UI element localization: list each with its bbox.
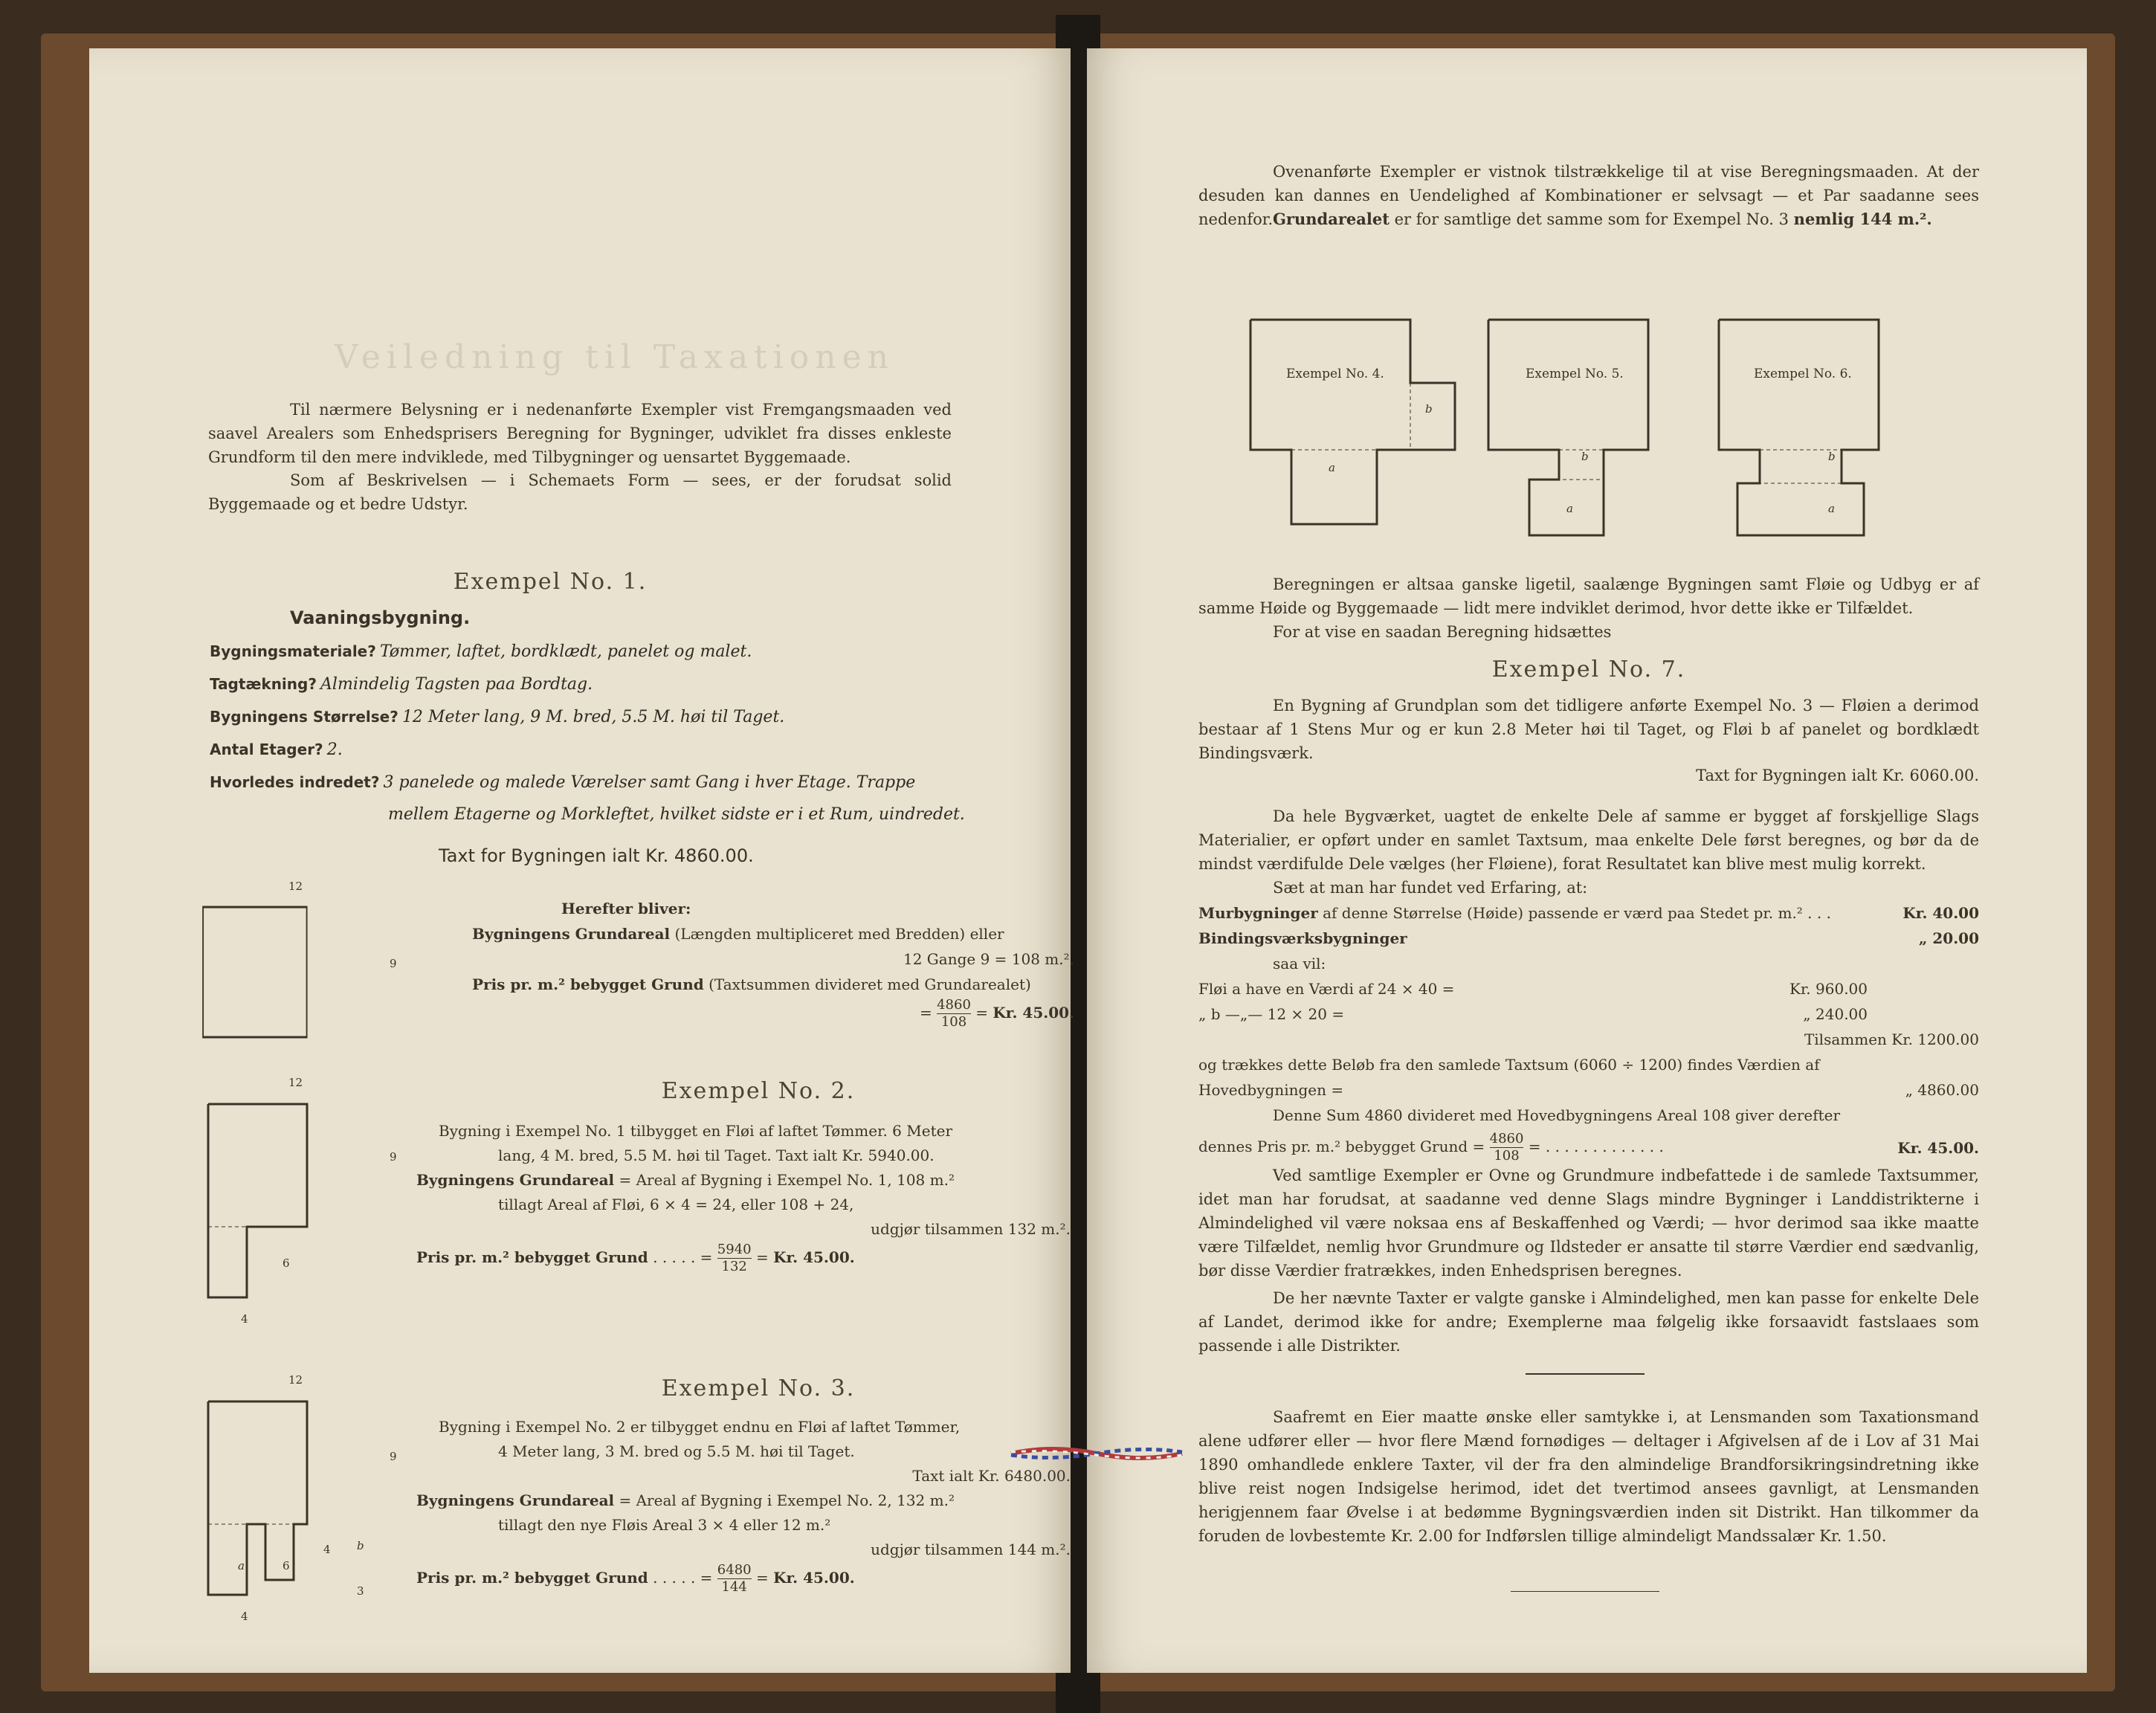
example-3-dim-side: 9 xyxy=(390,1450,397,1463)
example-4-label: Exempel No. 4. xyxy=(1286,367,1384,381)
example-1-schema: Bygningsmateriale? Tømmer, laftet, bordklædt, panelet og malet. Tagtækning? Almindelig Tagsten paa Bordtag. Bygningens Størrelse? 12 Meter lang, 9 M. bred, 5.5 M. høi til Taget. Antal Etager? 2. Hvorledes indredet? 3 panelede og malede Værelser samt Gang i hver Etage. Trappe mellem Etagerne og Morkleftet, hvilket sidste er i et Rum, uindredet. xyxy=(210,642,965,824)
example-3-dim-b: b xyxy=(357,1539,364,1552)
example-5-a: a xyxy=(1566,502,1573,515)
example-3-calc: Bygning i Exempel No. 2 er tilbygget endnu en Fløi af laftet Tømmer, 4 Meter lang, 3 M. bred og 5.5 M. høi til Taget. Taxt ialt Kr. 6480.00. Bygningens Grundareal = Areal af Bygning i Exempel No. 2, 132 m.² tillagt den nye Fløis Areal 3 × 4 eller 12 m.² udgjør tilsammen 144 m.². Pris pr. m.² bebygget Grund . . . . . = $\frac{6480}{144}$ = Kr. 45.00. xyxy=(416,1418,1071,1595)
right-page xyxy=(1087,48,2087,1673)
examples-4-6-floorplans xyxy=(1247,271,1990,554)
example-7-title: Exempel No. 7. xyxy=(1491,657,1686,683)
example-3-dim-6: 6 xyxy=(283,1559,290,1572)
intro-paragraph-2: Som af Beskrivelsen — i Schemaets Form — sees, er der forudsat solid Byggemaade og et bedre Udstyr. xyxy=(208,471,952,513)
para-lensmand: Saafremt en Eier maatte ønske eller samtykke i, at Lensmanden som Taxationsmand alene udfører eller — hvor flere Mænd fornødiges — deltager i Afgivelsen af de i Lov af 31 Mai 1890 omhandlede enklere Taxter, vil der fra den almindelige Brandforsikringsindretning ikke blive reist nogen Indsigelse herimod, idet det tvertimod ansees gavnligt, at Lensmanden herigjennem faar Øvelse i at bedømme Bygningsværdien inden sit Distrikt. Han tilkommer da foruden de lovbestemte Kr. 2.00 for Indførslen tillige almindeligt Mandssalær Kr. 1.50. xyxy=(1198,1408,1979,1545)
binding-thread xyxy=(1007,1439,1186,1468)
example-2-calc: Bygning i Exempel No. 1 tilbygget en Fløi af laftet Tømmer. 6 Meter lang, 4 M. bred, 5.5 M. høi til Taget. Taxt ialt Kr. 5940.00. Bygningens Grundareal = Areal af Bygning i Exempel No. 1, 108 m.² tillagt Areal af Fløi, 6 × 4 = 24, eller 108 + 24, udgjør tilsammen 132 m.². Pris pr. m.² bebygget Grund . . . . . = $\frac{5940}{132}$ = Kr. 45.00. xyxy=(416,1122,1071,1274)
right-intro: Ovenanførte Exempler er vistnok tilstrækkelige til at vise Beregningsmaaden. At der desuden kan dannes en Uendelighed af Kombinationer er selvsagt — et Par saadanne sees nedenfor. xyxy=(1198,163,1979,228)
para-experience: Sæt at man har fundet ved Erfaring, at: xyxy=(1273,879,1588,897)
example-1-title: Exempel No. 1. xyxy=(453,569,648,595)
example-2-dim-wing: 6 xyxy=(283,1256,290,1270)
example-6-b: b xyxy=(1828,450,1836,463)
para-show-calc: For at vise en saadan Beregning hidsættes xyxy=(1273,623,1612,641)
example-3-floorplan xyxy=(204,1387,331,1610)
example-2-dim-top: 12 xyxy=(288,1076,303,1089)
example-6-a: a xyxy=(1828,502,1835,515)
example-3-dim-top: 12 xyxy=(288,1373,303,1387)
example-1-floorplan xyxy=(201,881,312,1045)
example-1-dim-side: 9 xyxy=(390,957,397,970)
example-3-dim-bottom: 4 xyxy=(241,1610,248,1623)
faded-title: Veiledning til Taxationen xyxy=(335,338,895,376)
example-1-heading: Vaaningsbygning. xyxy=(290,607,471,628)
example-1-dim-top: 12 xyxy=(288,880,303,893)
section-divider xyxy=(1526,1373,1645,1375)
left-page xyxy=(89,48,1074,1673)
example-1-calc: Herefter bliver: Bygningens Grundareal (Længden multipliceret med Bredden) eller 12 Gange 9 = 108 m.². Pris pr. m.² bebygget Grund (Taxtsummen divideret med Grundarealet) = $\frac{4860}{108}$ = Kr. 45.00. xyxy=(472,900,1074,1030)
end-rule xyxy=(1511,1591,1659,1592)
example-5-b: b xyxy=(1581,450,1589,463)
example-4-b: b xyxy=(1425,402,1433,416)
para-ovne: Ved samtlige Exempler er Ovne og Grundmure indbefattede i de samlede Taxtsummer, idet man har forudsat, at saadanne ved denne Slags mindre Bygninger i Landdistrikterne i Almindelighed vil være noksaa ens af Beskaffenhed og Værdi; — hvor derimod saa ikke maatte være Tilfældet, nemlig hvor Grundmure og Ildsteder er ansatte til større Værdier end sædvanlig, bør disse Værdier fratrækkes, inden Enhedsprisen beregnes. xyxy=(1198,1167,1979,1280)
example-5-label: Exempel No. 5. xyxy=(1526,367,1624,381)
example-2-title: Exempel No. 2. xyxy=(661,1078,856,1104)
example-2-dim-side: 9 xyxy=(390,1150,397,1164)
example-2-dim-bottom: 4 xyxy=(241,1312,248,1326)
example-4-a: a xyxy=(1329,461,1335,474)
para-materials: Da hele Bygværket, uagtet de enkelte Dele af samme er bygget af forskjellige Slags Materialier, er opført under en samlet Taxtsum, maa enkelte Dele først beregnes, og bør da de mindst værdifulde Dele vælges (her Fløiene), forat Resultatet kan blive mest mulig korrekt. xyxy=(1198,807,1979,873)
example-7-text: En Bygning af Grundplan som det tidligere anførte Exempel No. 3 — Fløien a derimod bestaar af 1 Stens Mur og er kun 2.8 Meter høi til Taget, og Fløi b af panelet og bordklædt Bindingsværk. xyxy=(1198,697,1979,762)
right-intro-2: Grundarealet er for samtlige det samme som for Exempel No. 3 nemlig 144 m.². xyxy=(1273,210,1932,228)
para-calc-simple: Beregningen er altsaa ganske ligetil, saalænge Bygningen samt Fløie og Udbyg er af samme Høide og Byggemaade — lidt mere indviklet derimod, hvor dette ikke er Tilfældet. xyxy=(1198,575,1979,617)
example-3-title: Exempel No. 3. xyxy=(661,1375,856,1401)
para-taxter: De her nævnte Taxter er valgte ganske i Almindelighed, men kan passe for enkelte Dele af Landet, derimod ikke for andre; Exemplerne maa følgelig ikke forsaavidt fastslaaes som passende i alle Distrikter. xyxy=(1198,1289,1979,1355)
example-3-dim-3: 3 xyxy=(357,1584,364,1598)
example-6-label: Exempel No. 6. xyxy=(1754,367,1852,381)
example-3-dim-a: a xyxy=(238,1559,245,1572)
example-7-taxt: Taxt for Bygningen ialt Kr. 6060.00. xyxy=(1696,767,1979,784)
intro-paragraph: Til nærmere Belysning er i nedenanførte Exempler vist Fremgangsmaaden ved saavel Arealers som Enhedsprisers Beregning for Bygninger, udviklet fra disses enkleste Grundform til den mere indviklede, med Tilbygninger og uensartet Byggemaade. xyxy=(208,401,952,466)
example-3-dim-4a: 4 xyxy=(323,1543,331,1556)
example-7-calc: Murbygninger af denne Størrelse (Høide) passende er værd paa Stedet pr. m.² . . . Kr. 40.00 Bindingsværksbygninger „ 20.00 saa vil: Fløi a have en Værdi af 24 × 40 = Kr. 960.00 „ b —„— 12 × 20 = „ 240.00 Tilsammen Kr. 1200.00 og trækkes dette Beløb fra den samlede Taxtsum (6060 ÷ 1200) findes Værdien af Hovedbygningen = „ 4860.00 Denne Sum 4860 divideret med Hovedbygningens Areal 108 giver derefter dennes Pris pr. m.² bebygget Grund = $\frac{4860}{108}$ = . . . . . . . . . . . . . Kr. 45.00. xyxy=(1198,904,1979,1164)
example-2-floorplan xyxy=(204,1089,323,1312)
example-1-taxt: Taxt for Bygningen ialt Kr. 4860.00. xyxy=(439,845,754,866)
